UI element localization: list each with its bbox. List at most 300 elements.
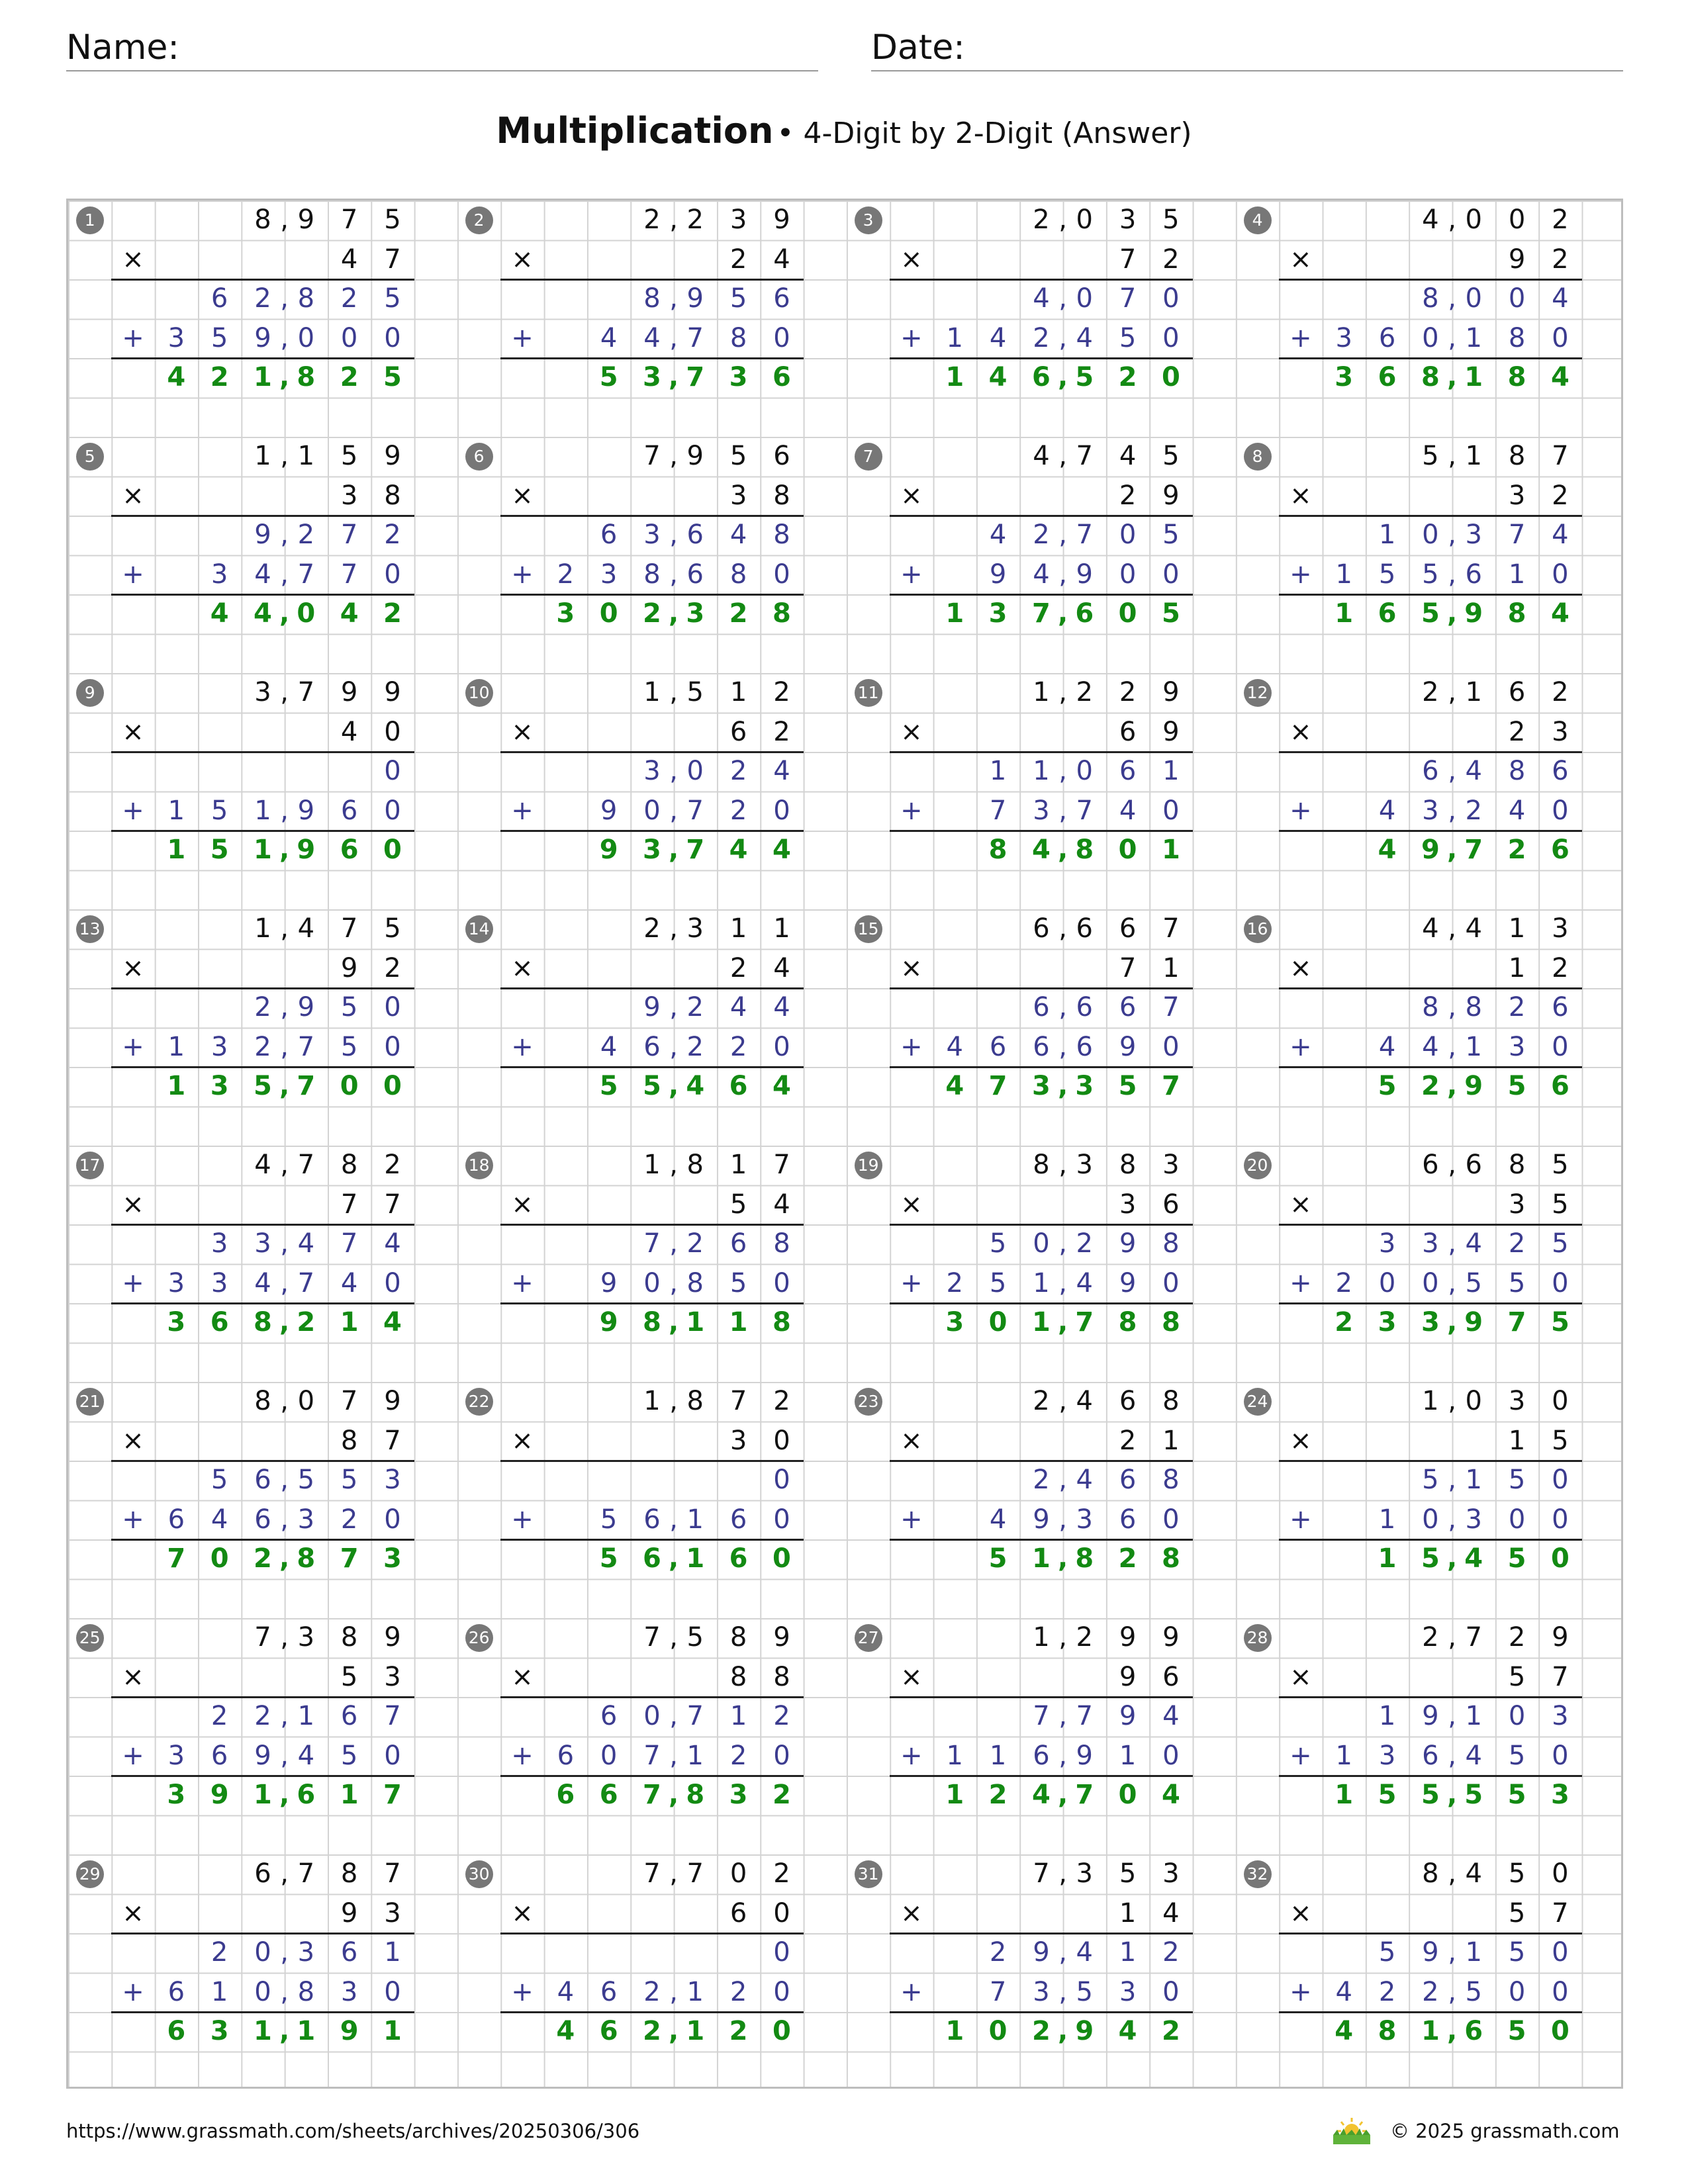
digit: 8: [297, 283, 315, 314]
digit: 1: [1421, 2016, 1440, 2046]
problem-row-p1: [1236, 1697, 1625, 1737]
digit: 3: [1552, 913, 1569, 944]
problem-row-b: [1236, 240, 1625, 280]
digit: 2: [643, 1976, 661, 2007]
digit: 4: [384, 1228, 401, 1259]
digit: 5: [988, 1543, 1008, 1574]
digit: 3: [729, 205, 747, 235]
sum-line: [1279, 594, 1581, 596]
problem-row-p2: [68, 1264, 457, 1304]
digit: 7: [1464, 835, 1483, 865]
problem-row-p2: [68, 555, 457, 595]
digit: 2: [1031, 2016, 1051, 2046]
digit: 4: [1161, 1780, 1180, 1810]
thousands-comma: ,: [1058, 1228, 1067, 1259]
sum-line: [111, 1775, 414, 1777]
problem-row-b: [457, 477, 847, 516]
thousands-comma: ,: [669, 1228, 678, 1259]
digit: 3: [340, 480, 358, 511]
digit: 3: [211, 1228, 228, 1259]
times-sign: ×: [1289, 480, 1312, 511]
thousands-comma: ,: [669, 992, 678, 1023]
problem-number: 29: [76, 1860, 104, 1888]
problem-row-p1: [457, 1697, 847, 1737]
problem-row-ans: [847, 358, 1236, 398]
digit: 3: [643, 362, 661, 392]
problem-row-p2: [847, 1264, 1236, 1304]
problem-9: [68, 673, 457, 909]
digit: 6: [1422, 756, 1439, 786]
digit: 5: [599, 362, 618, 392]
problem-grid: [66, 199, 1623, 2089]
digit: 1: [1508, 913, 1526, 944]
problem-row-p2: [1236, 1973, 1625, 2013]
problem-number: 7: [855, 443, 882, 471]
digit: 5: [1076, 1976, 1093, 2007]
digit: 2: [729, 756, 747, 786]
problem-2: [457, 201, 847, 437]
digit: 7: [340, 559, 358, 590]
product-line: [890, 751, 1192, 753]
problem-row-p2: [457, 1264, 847, 1304]
times-sign: ×: [122, 480, 144, 511]
digit: 4: [1465, 1228, 1482, 1259]
digit: 3: [384, 1897, 401, 1929]
digit: 7: [643, 441, 661, 471]
thousands-comma: ,: [669, 559, 678, 590]
thousands-comma: ,: [669, 205, 678, 235]
digit: 4: [1378, 795, 1396, 826]
times-sign: ×: [122, 716, 144, 747]
thousands-comma: ,: [279, 835, 290, 865]
problem-row-b: [847, 1658, 1236, 1698]
digit: 5: [729, 1189, 747, 1220]
digit: 0: [1552, 1858, 1569, 1889]
digit: 8: [1075, 835, 1094, 865]
digit: 3: [297, 1937, 315, 1968]
product-line: [1279, 279, 1581, 281]
problem-row-ans: [847, 1067, 1236, 1107]
digit: 4: [297, 913, 315, 944]
digit: 5: [1162, 441, 1180, 471]
digit: 1: [989, 756, 1007, 786]
digit: 8: [1075, 1543, 1094, 1574]
problem-29: [68, 1854, 457, 2091]
digit: 6: [773, 441, 790, 471]
problem-row-p1: [457, 1933, 847, 1973]
problem-row-p1: [68, 1461, 457, 1500]
problem-row-p1: [457, 1461, 847, 1500]
thousands-comma: ,: [279, 1543, 290, 1574]
problem-row-a: [68, 437, 457, 477]
problem-row-a: [457, 1146, 847, 1185]
digit: 3: [384, 1465, 401, 1495]
digit: 6: [210, 1307, 229, 1338]
thousands-comma: ,: [279, 1071, 290, 1101]
digit: 3: [729, 362, 748, 392]
times-sign: ×: [900, 480, 923, 511]
digit: 0: [1552, 1976, 1569, 2007]
digit: 6: [729, 1071, 748, 1101]
digit: 1: [686, 1543, 705, 1574]
digit: 0: [1162, 1976, 1180, 2007]
title-main: Multiplication: [496, 110, 774, 152]
digit: 0: [1162, 1740, 1180, 1771]
date-line[interactable]: [871, 24, 1623, 71]
digit: 3: [1119, 1976, 1137, 2007]
digit: 1: [945, 1780, 964, 1810]
digit: 6: [167, 1976, 185, 2007]
thousands-comma: ,: [1058, 1031, 1067, 1062]
problem-row-b: [847, 949, 1236, 989]
thousands-comma: ,: [1058, 913, 1067, 944]
digit: 0: [384, 559, 401, 590]
name-label: Name:: [66, 28, 179, 68]
digit: 1: [297, 2016, 316, 2046]
digit: 9: [599, 835, 618, 865]
digit: 9: [340, 677, 358, 707]
digit: 0: [773, 559, 790, 590]
product-line: [500, 1933, 803, 1934]
digit: 4: [1335, 2016, 1354, 2046]
thousands-comma: ,: [280, 1937, 289, 1968]
sum-line: [111, 594, 414, 596]
problem-row-ans: [457, 831, 847, 870]
digit: 8: [1507, 598, 1526, 629]
digit: 1: [729, 913, 747, 944]
digit: 9: [1162, 1622, 1180, 1653]
digit: 7: [340, 913, 358, 944]
digit: 0: [1508, 205, 1526, 235]
digit: 8: [1378, 2016, 1397, 2046]
digit: 0: [1508, 1701, 1526, 1731]
digit: 4: [1119, 441, 1137, 471]
plus-sign: +: [1289, 1031, 1312, 1062]
digit: 0: [384, 756, 401, 786]
digit: 9: [254, 1740, 271, 1771]
digit: 0: [1422, 520, 1439, 550]
digit: 1: [167, 795, 185, 826]
times-sign: ×: [900, 1425, 923, 1456]
digit: 0: [1162, 795, 1180, 826]
problem-number: 13: [76, 915, 104, 943]
digit: 4: [1465, 756, 1482, 786]
thousands-comma: ,: [1058, 1937, 1067, 1968]
digit: 5: [1508, 1897, 1526, 1929]
digit: 2: [686, 1031, 704, 1062]
plus-sign: +: [1289, 322, 1312, 353]
problem-number: 4: [1244, 206, 1272, 234]
digit: 7: [686, 1701, 704, 1731]
thousands-comma: ,: [1057, 1307, 1068, 1338]
digit: 8: [988, 835, 1008, 865]
date-label: Date:: [871, 28, 965, 68]
digit: 2: [1076, 677, 1093, 707]
digit: 2: [1033, 1386, 1050, 1416]
thousands-comma: ,: [1058, 1150, 1067, 1180]
digit: 1: [1161, 835, 1180, 865]
thousands-comma: ,: [1058, 795, 1067, 826]
digit: 2: [1421, 1071, 1440, 1101]
digit: 9: [254, 322, 271, 353]
times-sign: ×: [122, 1661, 144, 1692]
digit: 2: [1118, 1543, 1137, 1574]
digit: 6: [1464, 2016, 1483, 2046]
digit: 1: [1465, 441, 1482, 471]
digit: 5: [1508, 1937, 1526, 1968]
thousands-comma: ,: [1058, 1740, 1067, 1771]
product-line: [890, 1224, 1192, 1226]
digit: 1: [254, 2016, 272, 2046]
digit: 5: [1161, 598, 1180, 629]
product-line: [890, 987, 1192, 989]
problem-row-a: [847, 1146, 1236, 1185]
digit: 7: [1076, 441, 1093, 471]
digit: 1: [211, 1976, 228, 2007]
problem-row-a: [457, 1382, 847, 1422]
digit: 1: [643, 677, 661, 707]
thousands-comma: ,: [279, 362, 290, 392]
digit: 6: [1075, 598, 1094, 629]
digit: 4: [773, 756, 790, 786]
digit: 0: [1162, 559, 1180, 590]
digit: 5: [600, 1504, 618, 1535]
digit: 0: [384, 795, 401, 826]
digit: 1: [1508, 1425, 1526, 1456]
footer-copyright: © 2025 grassmath.com: [1390, 2120, 1620, 2142]
digit: 6: [1162, 1189, 1180, 1220]
problem-row-a: [1236, 1854, 1625, 1894]
digit: 2: [1508, 716, 1526, 747]
digit: 3: [1076, 1504, 1093, 1535]
problem-row-b: [457, 1422, 847, 1461]
digit: 4: [254, 559, 271, 590]
digit: 4: [773, 1189, 790, 1220]
problem-number: 18: [465, 1152, 493, 1179]
thousands-comma: ,: [669, 913, 678, 944]
digit: 9: [1119, 1661, 1137, 1692]
thousands-comma: ,: [669, 1622, 678, 1653]
digit: 1: [254, 795, 271, 826]
digit: 3: [556, 598, 575, 629]
problem-row-b: [68, 477, 457, 516]
digit: 1: [167, 1071, 186, 1101]
thousands-comma: ,: [1448, 1701, 1456, 1731]
digit: 2: [1552, 952, 1569, 983]
digit: 8: [340, 1425, 358, 1456]
problem-row-p1: [68, 1697, 457, 1737]
problem-number: 31: [855, 1860, 882, 1888]
digit: 4: [729, 835, 748, 865]
problem-3: [847, 201, 1236, 437]
thousands-comma: ,: [1448, 756, 1456, 786]
digit: 1: [254, 441, 271, 471]
digit: 0: [1118, 1780, 1137, 1810]
digit: 8: [1162, 1386, 1180, 1416]
times-sign: ×: [1289, 1189, 1312, 1220]
digit: 2: [729, 2016, 748, 2046]
plus-sign: +: [122, 795, 144, 826]
digit: 4: [1465, 1858, 1482, 1889]
problem-row-p2: [457, 1737, 847, 1776]
digit: 8: [1118, 1307, 1137, 1338]
thousands-comma: ,: [279, 2016, 290, 2046]
digit: 0: [1465, 283, 1482, 314]
digit: 7: [773, 1150, 790, 1180]
times-sign: ×: [511, 480, 534, 511]
problem-row-p2: [1236, 1028, 1625, 1068]
digit: 9: [1033, 1937, 1050, 1968]
digit: 6: [1033, 1031, 1050, 1062]
digit: 3: [210, 1071, 229, 1101]
digit: 7: [1075, 1307, 1094, 1338]
thousands-comma: ,: [1057, 835, 1068, 865]
plus-sign: +: [511, 1740, 534, 1771]
digit: 5: [1162, 205, 1180, 235]
digit: 6: [600, 520, 618, 550]
digit: 9: [989, 559, 1007, 590]
digit: 0: [1550, 1543, 1570, 1574]
times-sign: ×: [1289, 716, 1312, 747]
digit: 2: [729, 598, 748, 629]
product-line: [111, 751, 414, 753]
digit: 7: [1162, 913, 1180, 944]
thousands-comma: ,: [669, 1976, 678, 2007]
digit: 7: [340, 520, 358, 550]
thousands-comma: ,: [1057, 362, 1068, 392]
digit: 8: [1508, 756, 1526, 786]
digit: 9: [297, 992, 315, 1023]
digit: 1: [1465, 1031, 1482, 1062]
digit: 8: [643, 559, 661, 590]
digit: 5: [1508, 1858, 1526, 1889]
digit: 9: [1464, 1307, 1483, 1338]
problem-row-p2: [457, 555, 847, 595]
times-sign: ×: [122, 1189, 144, 1220]
plus-sign: +: [900, 322, 923, 353]
problem-number: 23: [855, 1388, 882, 1416]
problem-14: [457, 909, 847, 1146]
problem-row-ans: [457, 1776, 847, 1815]
digit: 4: [773, 835, 791, 865]
digit: 1: [1378, 1543, 1397, 1574]
digit: 3: [297, 1622, 315, 1653]
problem-row-p2: [847, 1028, 1236, 1068]
digit: 9: [1076, 1740, 1093, 1771]
problem-row-a: [457, 1854, 847, 1894]
digit: 9: [1119, 1228, 1137, 1259]
problem-row-a: [847, 1618, 1236, 1658]
plus-sign: +: [1289, 1740, 1312, 1771]
problem-6: [457, 437, 847, 673]
problem-row-a: [847, 437, 1236, 477]
thousands-comma: ,: [1058, 1267, 1067, 1298]
digit: 9: [340, 952, 358, 983]
digit: 2: [254, 1031, 271, 1062]
digit: 7: [686, 835, 705, 865]
digit: 1: [1378, 1701, 1396, 1731]
digit: 6: [686, 559, 704, 590]
problem-row-p2: [847, 792, 1236, 831]
digit: 4: [989, 322, 1007, 353]
problem-row-b: [457, 1185, 847, 1225]
problem-25: [68, 1618, 457, 1854]
digit: 1: [1033, 1622, 1050, 1653]
digit: 5: [254, 1071, 272, 1101]
thousands-comma: ,: [1058, 756, 1067, 786]
problem-row-p1: [1236, 1224, 1625, 1264]
problem-row-p1: [457, 1224, 847, 1264]
problem-row-ans: [457, 358, 847, 398]
digit: 0: [1076, 283, 1093, 314]
digit: 0: [1162, 1031, 1180, 1062]
problem-15: [847, 909, 1236, 1146]
digit: 0: [1119, 559, 1137, 590]
digit: 5: [1507, 1071, 1526, 1101]
problem-row-ans: [68, 358, 457, 398]
digit: 4: [1422, 205, 1439, 235]
thousands-comma: ,: [669, 1858, 678, 1889]
sum-line: [1279, 357, 1581, 359]
problem-row-p1: [68, 752, 457, 792]
digit: 4: [297, 1740, 315, 1771]
problem-row-p1: [457, 988, 847, 1028]
digit: 7: [383, 1780, 402, 1810]
digit: 6: [1378, 598, 1397, 629]
problem-13: [68, 909, 457, 1146]
digit: 5: [643, 1071, 661, 1101]
digit: 9: [1075, 2016, 1094, 2046]
digit: 2: [643, 205, 661, 235]
problem-number: 28: [1244, 1624, 1272, 1652]
digit: 9: [1422, 1701, 1439, 1731]
problem-4: [1236, 201, 1625, 437]
digit: 6: [729, 1897, 747, 1929]
product-line: [890, 1933, 1192, 1934]
name-line[interactable]: [66, 24, 818, 71]
digit: 7: [297, 1031, 315, 1062]
digit: 0: [254, 1976, 271, 2007]
problem-row-ans: [68, 1539, 457, 1579]
digit: 2: [1378, 1976, 1396, 2007]
title-subtitle: • 4-Digit by 2-Digit (Answer): [776, 116, 1192, 150]
sum-line: [1279, 1302, 1581, 1304]
digit: 0: [1378, 1267, 1396, 1298]
digit: 2: [729, 952, 747, 983]
thousands-comma: ,: [1057, 1543, 1068, 1574]
digit: 4: [1464, 1543, 1483, 1574]
digit: 6: [1550, 1071, 1570, 1101]
digit: 0: [643, 1267, 661, 1298]
times-sign: ×: [900, 716, 923, 747]
thousands-comma: ,: [669, 835, 679, 865]
digit: 9: [600, 795, 618, 826]
problem-row-p1: [1236, 1461, 1625, 1500]
problem-row-p1: [457, 752, 847, 792]
digit: 7: [340, 205, 358, 235]
product-line: [1279, 1460, 1581, 1462]
digit: 8: [1421, 362, 1440, 392]
problem-row-a: [68, 1382, 457, 1422]
digit: 6: [340, 835, 359, 865]
digit: 8: [773, 520, 790, 550]
digit: 2: [1033, 520, 1050, 550]
sum-line: [111, 1066, 414, 1068]
sum-line: [1279, 1775, 1581, 1777]
product-line: [1279, 987, 1581, 989]
plus-sign: +: [122, 1740, 144, 1771]
digit: 2: [773, 677, 790, 707]
